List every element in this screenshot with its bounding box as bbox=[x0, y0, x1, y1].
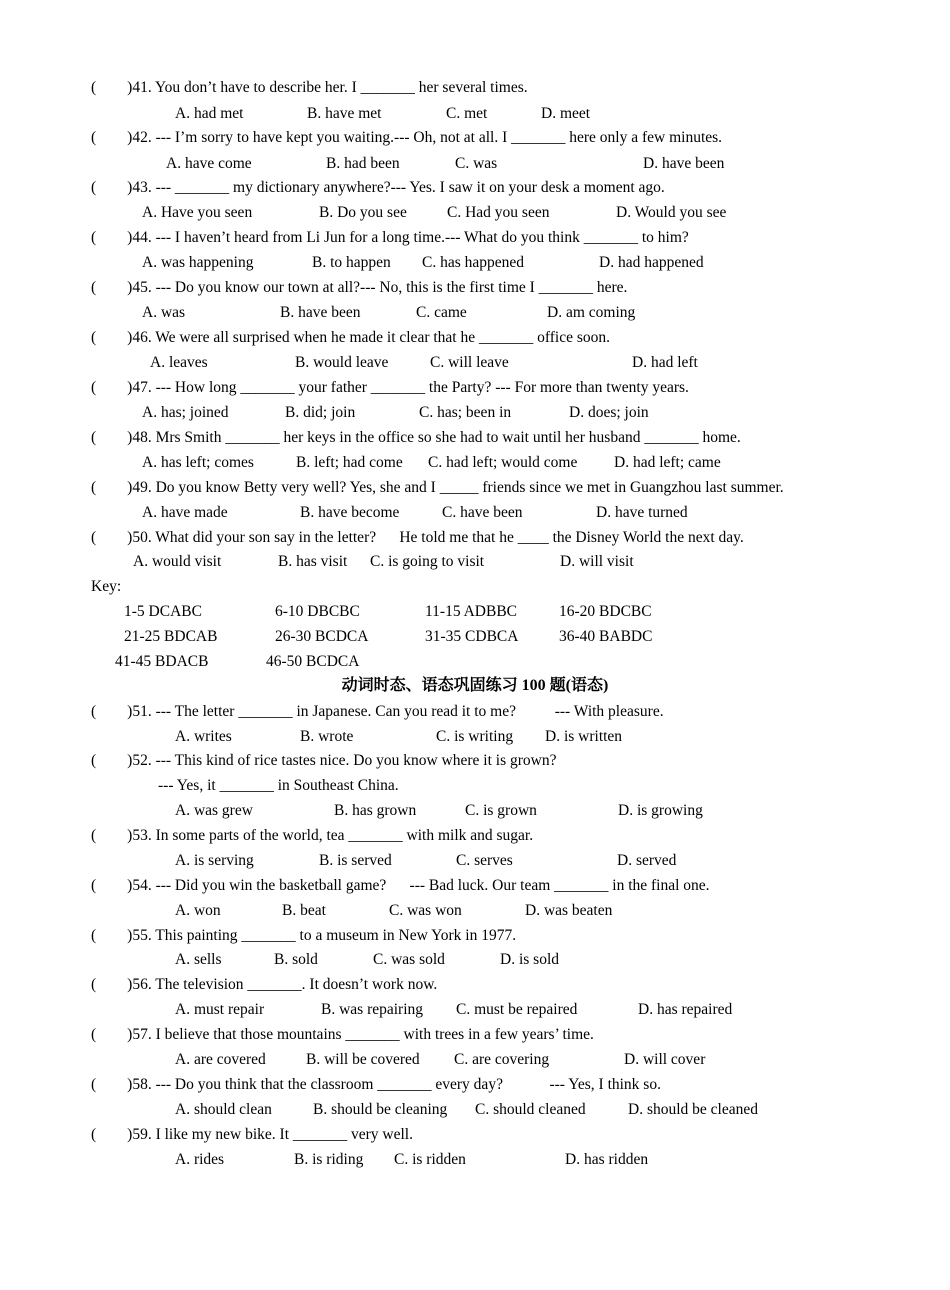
answer-key-label: Key: bbox=[91, 578, 122, 595]
q59-option-c: C. is ridden bbox=[394, 1151, 466, 1168]
q47-option-b: B. did; join bbox=[285, 404, 356, 421]
q44-option-b: B. to happen bbox=[312, 254, 391, 271]
q44-option-d: D. had happened bbox=[599, 254, 704, 271]
question-48: ( )48. Mrs Smith _______ her keys in the office so she had to wait until her husband _______ home. bbox=[91, 429, 741, 446]
key-41-45: 41-45 BDACB bbox=[115, 653, 209, 670]
key-21-25: 21-25 BDCAB bbox=[124, 628, 218, 645]
question-49: ( )49. Do you know Betty very well? Yes, she and I _____ friends since we met in Guangzhou last summer. bbox=[91, 479, 784, 496]
q47-option-d: D. does; join bbox=[569, 404, 649, 421]
q46-option-d: D. had left bbox=[632, 354, 698, 371]
q43-option-b: B. Do you see bbox=[319, 204, 407, 221]
q56-option-a: A. must repair bbox=[175, 1001, 265, 1018]
q56-option-b: B. was repairing bbox=[321, 1001, 424, 1018]
question-58: ( )58. --- Do you think that the classroom _______ every day? --- Yes, I think so. bbox=[91, 1076, 661, 1093]
q45-option-a: A. was bbox=[142, 304, 186, 321]
question-42: ( )42. --- I’m sorry to have kept you waiting.--- Oh, not at all. I _______ here only a few minutes. bbox=[91, 129, 723, 146]
key-11-15: 11-15 ADBBC bbox=[425, 603, 518, 620]
key-26-30: 26-30 BCDCA bbox=[275, 628, 369, 645]
question-51: ( )51. --- The letter _______ in Japanese. Can you read it to me? --- With pleasure. bbox=[91, 703, 664, 720]
q58-option-d: D. should be cleaned bbox=[628, 1101, 758, 1118]
q44-option-c: C. has happened bbox=[422, 254, 525, 271]
q49-option-c: C. have been bbox=[442, 504, 523, 521]
question-41: ( )41. You don’t have to describe her. I _______ her several times. bbox=[91, 79, 528, 96]
q43-option-d: D. Would you see bbox=[616, 204, 727, 221]
q58-option-c: C. should cleaned bbox=[475, 1101, 586, 1118]
question-43: ( )43. --- _______ my dictionary anywhere?--- Yes. I saw it on your desk a moment ago. bbox=[91, 179, 665, 196]
question-45: ( )45. --- Do you know our town at all?--- No, this is the first time I _______ here. bbox=[91, 279, 628, 296]
q47-option-a: A. has; joined bbox=[142, 404, 229, 421]
q42-option-b: B. had been bbox=[326, 155, 400, 172]
q49-option-d: D. have turned bbox=[596, 504, 688, 521]
q48-option-b: B. left; had come bbox=[296, 454, 403, 471]
q47-option-c: C. has; been in bbox=[419, 404, 512, 421]
question-47: ( )47. --- How long _______ your father _______ the Party? --- For more than twenty years. bbox=[91, 379, 689, 396]
key-6-10: 6-10 DBCBC bbox=[275, 603, 360, 620]
q57-option-c: C. are covering bbox=[454, 1051, 550, 1068]
q50-option-a: A. would visit bbox=[133, 553, 222, 570]
q57-option-d: D. will cover bbox=[624, 1051, 706, 1068]
q55-option-a: A. sells bbox=[175, 951, 222, 968]
q42-option-c: C. was bbox=[455, 155, 498, 172]
q59-option-d: D. has ridden bbox=[565, 1151, 649, 1168]
q53-option-a: A. is serving bbox=[175, 852, 254, 869]
q57-option-b: B. will be covered bbox=[306, 1051, 420, 1068]
q48-option-a: A. has left; comes bbox=[142, 454, 254, 471]
q52-option-b: B. has grown bbox=[334, 802, 417, 819]
question-50: ( )50. What did your son say in the letter? He told me that he ____ the Disney World the next day. bbox=[91, 529, 744, 546]
key-16-20: 16-20 BDCBC bbox=[559, 603, 652, 620]
q50-option-c: C. is going to visit bbox=[370, 553, 485, 570]
q51-option-d: D. is written bbox=[545, 728, 623, 745]
q49-option-a: A. have made bbox=[142, 504, 228, 521]
q58-option-a: A. should clean bbox=[175, 1101, 272, 1118]
q41-option-a: A. had met bbox=[175, 105, 244, 122]
q58-option-b: B. should be cleaning bbox=[313, 1101, 448, 1118]
key-31-35: 31-35 CDBCA bbox=[425, 628, 519, 645]
q52-option-c: C. is grown bbox=[465, 802, 537, 819]
q46-option-b: B. would leave bbox=[295, 354, 389, 371]
q45-option-c: C. came bbox=[416, 304, 467, 321]
q50-option-b: B. has visit bbox=[278, 553, 348, 570]
q53-option-b: B. is served bbox=[319, 852, 392, 869]
question-56: ( )56. The television _______. It doesn’t work now. bbox=[91, 976, 438, 993]
q43-option-c: C. Had you seen bbox=[447, 204, 550, 221]
q52-option-a: A. was grew bbox=[175, 802, 253, 819]
q54-option-b: B. beat bbox=[282, 902, 326, 919]
q48-option-d: D. had left; came bbox=[614, 454, 721, 471]
q54-option-c: C. was won bbox=[389, 902, 462, 919]
q56-option-d: D. has repaired bbox=[638, 1001, 733, 1018]
question-52-reply: --- Yes, it _______ in Southeast China. bbox=[158, 777, 399, 794]
q51-option-c: C. is writing bbox=[436, 728, 514, 745]
q54-option-d: D. was beaten bbox=[525, 902, 613, 919]
q49-option-b: B. have become bbox=[300, 504, 400, 521]
key-46-50: 46-50 BCDCA bbox=[266, 653, 360, 670]
question-59: ( )59. I like my new bike. It _______ very well. bbox=[91, 1126, 413, 1143]
question-44: ( )44. --- I haven’t heard from Li Jun for a long time.--- What do you think _______ to him? bbox=[91, 229, 689, 246]
q41-option-b: B. have met bbox=[307, 105, 382, 122]
q57-option-a: A. are covered bbox=[175, 1051, 266, 1068]
q42-option-a: A. have come bbox=[166, 155, 252, 172]
q48-option-c: C. had left; would come bbox=[428, 454, 578, 471]
q41-option-d: D. meet bbox=[541, 105, 591, 122]
section-heading: 动词时态、语态巩固练习 100 题(语态) bbox=[341, 677, 609, 694]
q59-option-b: B. is riding bbox=[294, 1151, 364, 1168]
q56-option-c: C. must be repaired bbox=[456, 1001, 578, 1018]
q45-option-b: B. have been bbox=[280, 304, 361, 321]
question-46: ( )46. We were all surprised when he made it clear that he _______ office soon. bbox=[91, 329, 610, 346]
q51-option-b: B. wrote bbox=[300, 728, 354, 745]
question-54: ( )54. --- Did you win the basketball game? --- Bad luck. Our team _______ in the final one. bbox=[91, 877, 710, 894]
q55-option-d: D. is sold bbox=[500, 951, 559, 968]
q53-option-d: D. served bbox=[617, 852, 677, 869]
q44-option-a: A. was happening bbox=[142, 254, 254, 271]
q53-option-c: C. serves bbox=[456, 852, 513, 869]
q55-option-c: C. was sold bbox=[373, 951, 445, 968]
q46-option-c: C. will leave bbox=[430, 354, 509, 371]
q55-option-b: B. sold bbox=[274, 951, 318, 968]
q51-option-a: A. writes bbox=[175, 728, 232, 745]
q42-option-d: D. have been bbox=[643, 155, 725, 172]
question-55: ( )55. This painting _______ to a museum in New York in 1977. bbox=[91, 927, 517, 944]
q46-option-a: A. leaves bbox=[150, 354, 208, 371]
question-57: ( )57. I believe that those mountains _______ with trees in a few years’ time. bbox=[91, 1026, 594, 1043]
q43-option-a: A. Have you seen bbox=[142, 204, 253, 221]
q54-option-a: A. won bbox=[175, 902, 221, 919]
question-52: ( )52. --- This kind of rice tastes nice. Do you know where it is grown? bbox=[91, 752, 557, 769]
q50-option-d: D. will visit bbox=[560, 553, 634, 570]
question-53: ( )53. In some parts of the world, tea _______ with milk and sugar. bbox=[91, 827, 534, 844]
q59-option-a: A. rides bbox=[175, 1151, 225, 1168]
q45-option-d: D. am coming bbox=[547, 304, 636, 321]
key-36-40: 36-40 BABDC bbox=[559, 628, 653, 645]
key-1-5: 1-5 DCABC bbox=[124, 603, 202, 620]
q52-option-d: D. is growing bbox=[618, 802, 703, 819]
q41-option-c: C. met bbox=[446, 105, 488, 122]
